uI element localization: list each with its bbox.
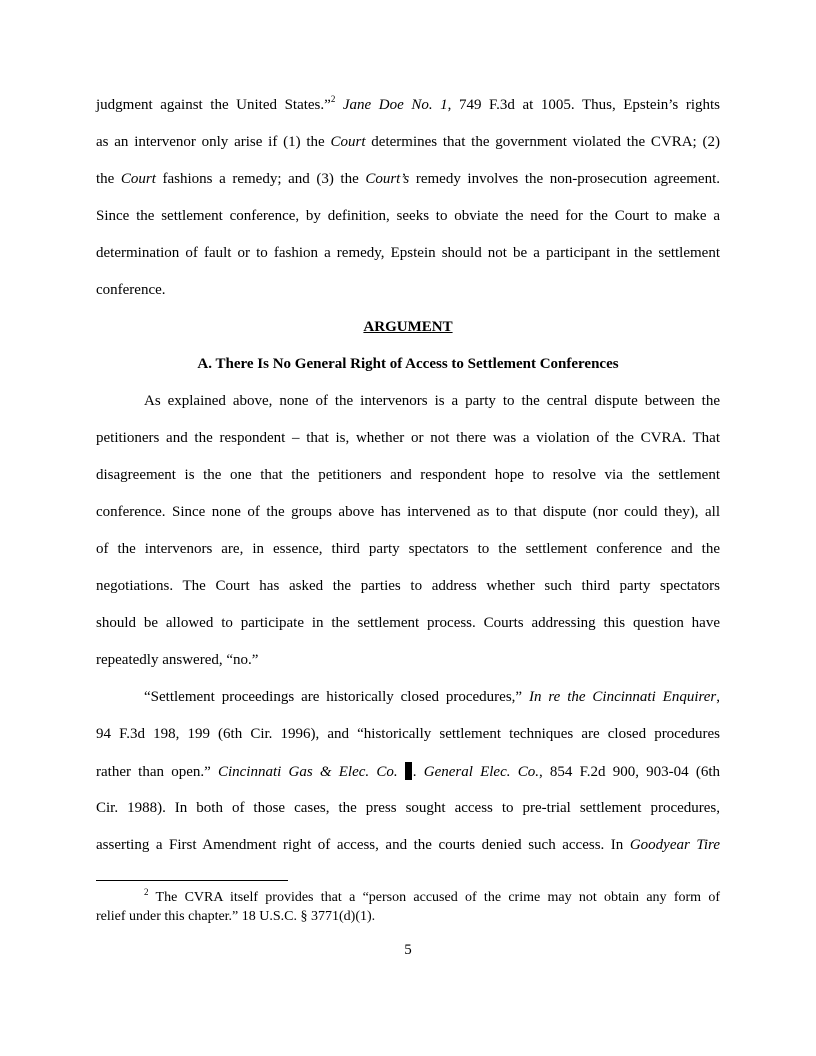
footnote-line: relief under this chapter.” 18 U.S.C. § 3771(d)(1). [96,909,376,924]
body-line: Since the settlement conference, by definition, seeks to obviate the need for the Court to make a [96,208,720,224]
text-run: “Settlement proceedings are historically closed procedures,” [144,689,529,705]
text-run: determines that the government violated the CVRA; (2) [365,134,720,150]
body-line: As explained above, none of the intervenors is a party to the central dispute between the [144,393,720,409]
body-line: conference. [96,282,166,298]
body-line: disagreement is the one that the petitioners and respondent hope to resolve via the settlement [96,467,720,483]
body-line: Cir. 1988). In both of those cases, the press sought access to pre-trial settlement procedures, [96,800,720,816]
subsection-heading: A. There Is No General Right of Access to Settlement Conferences [197,356,619,372]
redaction-mark [405,762,412,780]
text-run: judgment against the United States.” [96,97,331,113]
body-line: 94 F.3d 198, 199 (6th Cir. 1996), and “historically settlement techniques are closed procedures [96,726,720,742]
case-citation: Cincinnati Gas & Elec. Co. [217,764,398,780]
text-run: The CVRA itself provides that a “person accused of the crime may not obtain any form of [148,890,720,905]
emphasis: Court [120,171,156,187]
text-run: , 854 F.2d 900, 903-04 (6th [538,764,720,780]
emphasis: Court [330,134,366,150]
body-line [96,96,720,114]
body-line: conference. Since none of the groups above has intervened as to that dispute (nor could they), all [96,504,720,520]
footnote-ref: 2 [330,94,336,104]
footnote-line [144,889,720,906]
body-line [144,688,720,706]
body-line [96,762,720,781]
text-run: the [96,171,121,187]
text-run: as an intervenor only arise if (1) the [96,134,331,150]
page-number: 5 [404,942,412,958]
case-citation: General Elec. Co. [423,764,539,780]
text-run: fashions a remedy; and (3) the [155,171,366,187]
text-run: , 749 F.3d at 1005. Thus, Epstein’s rights [447,97,720,113]
body-line [96,170,720,188]
body-line: repeatedly answered, “no.” [96,652,259,668]
text-run: , [716,689,721,705]
body-line: determination of fault or to fashion a remedy, Epstein should not be a participant in the settlement [96,245,720,261]
body-line: petitioners and the respondent – that is, whether or not there was a violation of the CVRA. That [96,430,720,446]
body-line [96,133,720,151]
body-line: should be allowed to participate in the settlement process. Courts addressing this question have [96,615,720,631]
text-run: remedy involves the non-prosecution agreement. [409,171,721,187]
section-heading: ARGUMENT [363,319,453,335]
case-citation: In re the Cincinnati Enquirer [528,689,717,705]
text-run: asserting a First Amendment right of access, and the courts denied such access. In [96,837,630,853]
case-citation: Goodyear Tire [629,837,720,853]
case-citation: Jane Doe No. 1 [342,97,448,113]
footnote-number: 2 [144,887,149,897]
body-line: negotiations. The Court has asked the parties to address whether such third party spectators [96,578,720,594]
emphasis: Court’s [365,171,410,187]
text-run: . [412,764,424,780]
body-line [96,836,720,854]
body-line: of the intervenors are, in essence, third party spectators to the settlement conference and the [96,541,720,557]
text-run: rather than open.” [96,764,218,780]
footnote-divider [96,880,288,881]
